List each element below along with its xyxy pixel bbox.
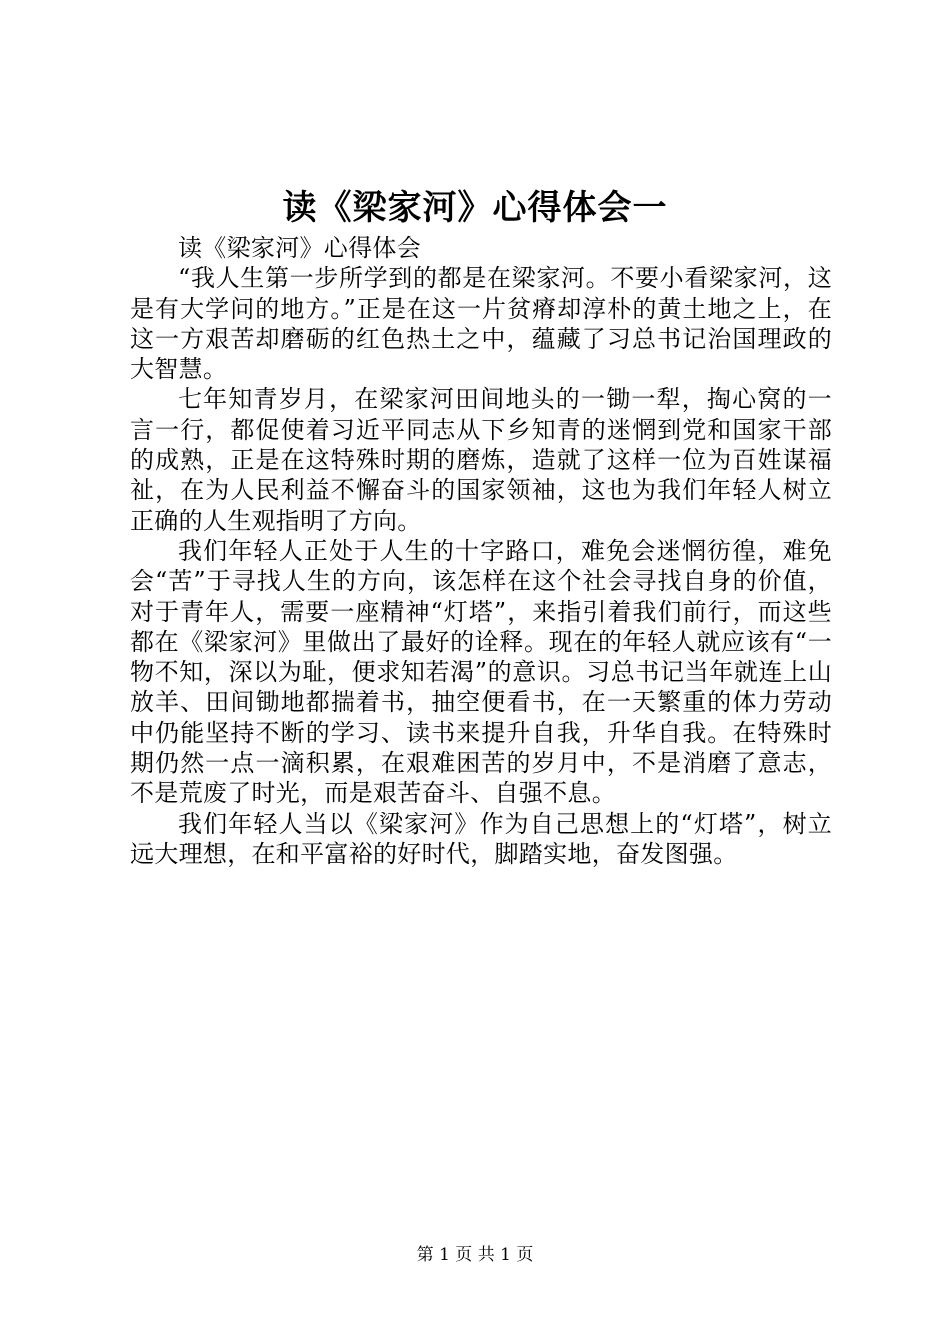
paragraph-conclusion: 我们年轻人当以《梁家河》作为自己思想上的“灯塔”，树立远大理想，在和平富裕的好时代，脚踏实地，奋发图强。 — [130, 809, 832, 868]
page-number-footer: 第 1 页 共 1 页 — [416, 1245, 534, 1265]
document-title: 读《梁家河》心得体会一 — [282, 188, 668, 228]
paragraph-quote: “我人生第一步所学到的都是在梁家河。不要小看梁家河，这是有大学问的地方。”正是在这一片贫瘠却淳朴的黄土地之上，在这一方艰苦却磨砺的红色热土之中，蕴藏了习总书记治国理政的大智慧。 — [130, 264, 832, 384]
paragraph-seven-years: 七年知青岁月，在梁家河田间地头的一锄一犁，掏心窝的一言一行，都促使着习近平同志从下乡知青的迷惘到党和国家干部的成熟，正是在这特殊时期的磨炼，造就了这样一位为百姓谋福祉，在为人民利益不懈奋斗的国家领袖，这也为我们年轻人树立正确的人生观指明了方向。 — [130, 385, 832, 535]
paragraph-young-people: 我们年轻人正处于人生的十字路口，难免会迷惘彷徨，难免会“苦”于寻找人生的方向，该怎样在这个社会寻找自身的价值，对于青年人，需要一座精神“灯塔”，来指引着我们前行，而这些都在《梁家河》里做出了最好的诠释。现在的年轻人就应该有“一物不知，深以为耻，便求知若渴”的意识。习总书记当年就连上山放羊、田间锄地都揣着书，抽空便看书，在一天繁重的体力劳动中仍能坚持不断的学习、读书来提升自我，升华自我。在特殊时期仍然一点一滴积累，在艰难困苦的岁月中，不是消磨了意志，不是荒废了时光，而是艰苦奋斗、自强不息。 — [130, 536, 832, 808]
paragraph-subtitle: 读《梁家河》心得体会 — [178, 234, 421, 262]
document-body — [130, 233, 832, 869]
